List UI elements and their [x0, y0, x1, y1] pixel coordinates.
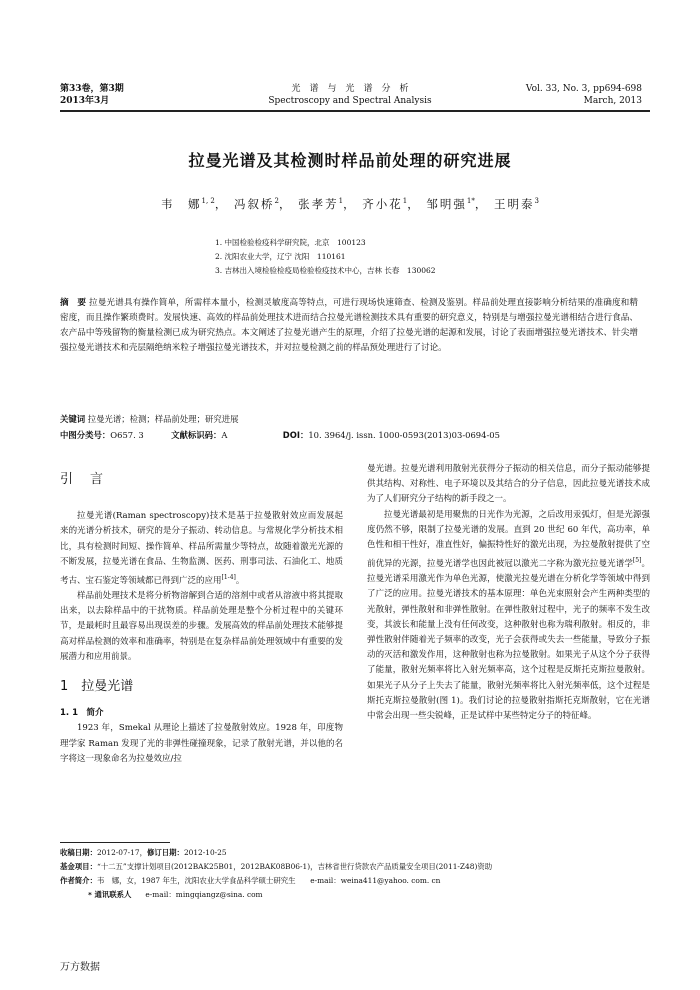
doi: 10. 3964/j. issn. 1000-0593(2013)03-0694-05	[308, 430, 500, 440]
paragraph: 拉曼光谱(Raman spectroscopy)技术是基于拉曼散射效应而发展起来的光谱分析技术，研究的是分子振动、转动信息。与常规化学分析技术相比，具有检测时间短、操作简单、样品所需量少等特点，故随着激光光源的不断发展，拉曼光谱在食品、生物监测、医药、刑事司法、石油化工、地质考古、宝石鉴定等领域都已得到广泛的应用[1-4]。	[60, 511, 343, 586]
received-date: 收稿日期：2012-07-17，修订日期：2012-10-25	[60, 848, 227, 857]
paragraph: 曼光谱。拉曼光谱利用散射光获得分子振动的相关信息，而分子振动能够提供其结构、对称性、电子环境以及其结合的分子信息，因此拉曼光谱技术成为了人们研究分子结构的新手段之一。	[367, 464, 650, 505]
abstract-label: 摘 要	[60, 298, 87, 308]
section-heading-1: 1 拉曼光谱	[60, 679, 134, 695]
keywords-label: 关键词	[60, 414, 86, 424]
header-vol-cn: 第33卷，第3期	[60, 84, 124, 94]
abstract	[60, 296, 638, 356]
doc-code: A	[221, 430, 228, 440]
keywords-text: 拉曼光谱；检测；样品前处理；研究进展	[87, 414, 239, 424]
paragraph: 样品前处理技术是将分析物溶解到合适的溶剂中或者从溶液中将其提取出来，以去除样品中的干扰物质。样品前处理是整个分析过程中的关键环节，是最耗时且最容易出现误差的步骤。发展高效的样品前处理技术能够提高对样品检测的效率和准确率，特别是在复杂样品前处理领域中有重要的发展潜力和应用前景。	[60, 591, 343, 662]
header-vol-en: Vol. 33, No. 3, pp694-698	[525, 84, 642, 94]
clc-label: 中图分类号：	[60, 430, 111, 440]
affiliation: 1. 中国检验检疫科学研究院，北京 100123	[215, 238, 366, 247]
clc-number: O657. 3	[110, 430, 144, 440]
footnotes	[60, 846, 650, 902]
section-heading-intro: 引 言	[60, 472, 106, 487]
keywords	[60, 412, 239, 426]
journal-name-en: Spectroscopy and Spectral Analysis	[268, 96, 432, 106]
subsection-heading-1-1: 1. 1 简介	[60, 708, 104, 719]
author: 韦 娜$^{1, 2}$	[161, 197, 215, 211]
doc-code-label: 文献标识码：	[171, 430, 222, 440]
left-column	[60, 458, 343, 767]
affiliation: 3. 吉林出入境检验检疫局检验检疫技术中心，吉林 长春 130062	[215, 266, 436, 275]
corresponding-author: * 通讯联系人 e-mail：mingqiangz@sina. com	[88, 890, 263, 899]
author: 张孝芳$^1$	[298, 197, 344, 211]
paragraph: 1923 年，Smekal 从理论上描述了拉曼散射效应。1928 年，印度物理学家 Raman 发现了光的非弹性碰撞现象，记录了散射光谱，并以他的名字将这一现象命名为拉曼效应/拉	[60, 723, 343, 764]
footnote-rule	[60, 842, 170, 843]
affiliation: 2. 沈阳农业大学，辽宁 沈阳 110161	[215, 252, 346, 261]
header-issue	[526, 83, 642, 107]
paper-title: 拉曼光谱及其检测时样品前处理的研究进展	[188, 151, 512, 170]
header-rule	[60, 110, 650, 112]
header-date-cn: 2013年3月	[60, 96, 110, 106]
affiliations	[215, 236, 436, 278]
funding: 基金项目：“十二五”支撑计划项目(2012BAK25B01，2012BAK08B06-1)，吉林省世行贷款农产品质量安全项目(2011-Z48)资助	[60, 862, 493, 871]
author: 邹明强$^{1*}$	[426, 197, 475, 211]
journal-name-cn: 光 谱 与 光 谱 分 析	[291, 84, 409, 94]
doi-label: DOI：	[282, 430, 309, 440]
paragraph: 拉曼光谱最初是用聚焦的日光作为光源，之后改用汞弧灯，但是光源强度仍然不够，限制了拉曼光谱的发展。直到 20 世纪 60 年代，高功率，单色性和相干性好，准直性好，偏振特性好的激光出现，为拉曼散射提供了空前优异的光源，拉曼光谱学也因此被冠以激光二字称为激光拉曼光谱学[5]。拉曼光谱采用激光作为单色光源，使激光拉曼光谱在分析化学等领域中得到了广泛的应用。拉曼光谱技术的基本原理：单色光束照射会产生两种类型的光散射，弹性散射和非弹性散射。在弹性散射过程中，光子的频率不发生改变，其波长和能量上没有任何改变，这种散射也称为瑞利散射。相反的，非弹性散射伴随着光子频率的改变，光子会获得或失去一些能量，导致分子振动的灭活和激发作用，这种散射也称为拉曼散射。如果光子从这个分子获得了能量，散射光频率将比入射光频率高，这个过程是反斯托克斯拉曼散射。如果光子从分子上失去了能量，散射光频率将比入射光频率低，这个过程是斯托克斯拉曼散射(图 1)。我们讨论的拉曼散射指斯托克斯散射，它在光谱中常会出现一些尖锐峰，正是试样中某些特定分子的特征峰。	[367, 509, 650, 722]
right-column	[367, 462, 650, 724]
author: 冯叙桥$^2$	[234, 197, 279, 211]
classification	[60, 428, 500, 442]
author-bio: 作者简介：韦 娜，女，1987 年生，沈阳农业大学食品科学硕士研究生 e-mail：weina411@yahoo. com. cn	[60, 876, 441, 885]
author: 齐小花$^1$	[362, 197, 408, 211]
watermark: 万方数据	[60, 962, 100, 973]
author: 王明泰$^3$	[494, 197, 539, 211]
header-date-en: March, 2013	[583, 96, 642, 106]
abstract-text: 拉曼光谱具有操作简单，所需样本量小，检测灵敏度高等特点，可进行现场快速筛查、检测及鉴别。样品前处理直接影响分析结果的准确度和精密度，而且操作繁琐费时。发展快速、高效的样品前处理技术进而结合拉曼光谱检测技术具有重要的研究意义，特别是与增强拉曼光谱相结合进行食品、农产品中等残留物的衡量检测已成为研究热点。本文阐述了拉曼光谱产生的原理，介绍了拉曼光谱的起源和发展，讨论了表面增强拉曼光谱技术、针尖增强拉曼光谱技术和壳层隔绝纳米粒子增强拉曼光谱技术，并对拉曼检测之前的样品预处理进行了讨论。	[60, 298, 638, 353]
author-list: 韦 娜$^{1, 2}$， 冯叙桥$^2$， 张孝芳$^1$， 齐小花$^1$， 邹明强$^{1*}$， 王明泰$^3$	[161, 197, 539, 211]
